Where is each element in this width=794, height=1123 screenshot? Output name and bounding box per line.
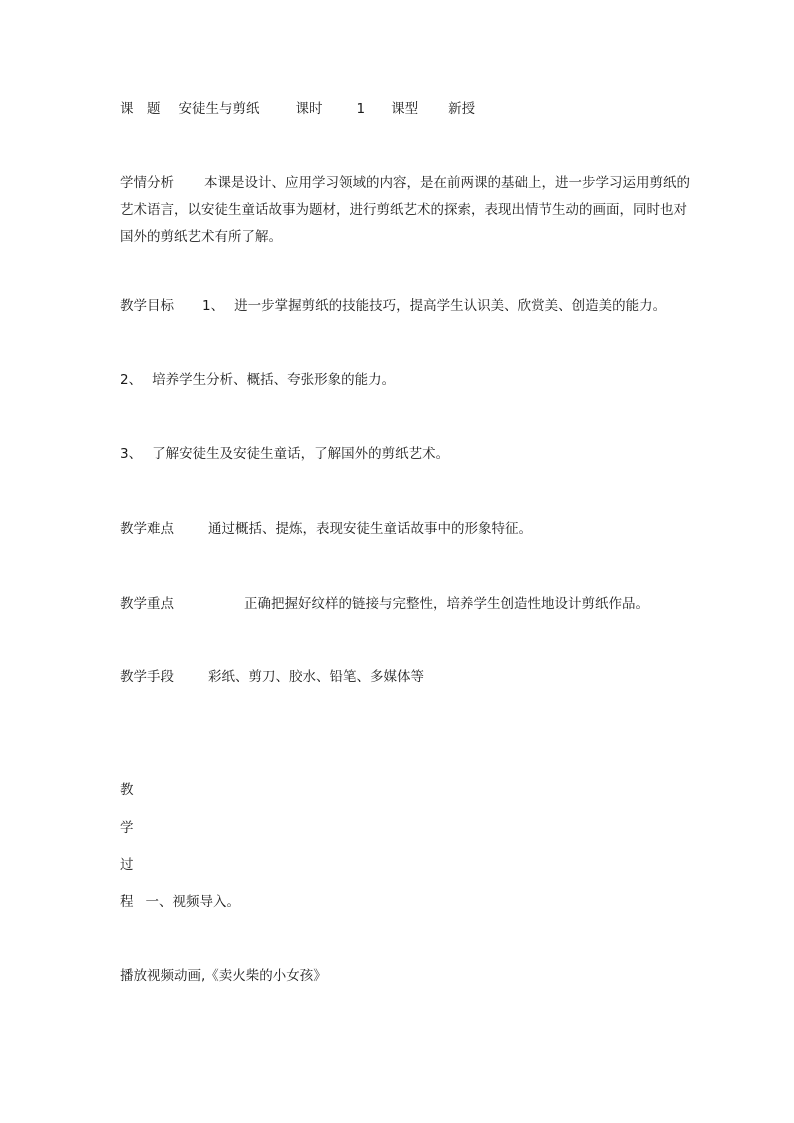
type-value: 新授	[448, 101, 476, 117]
process-char-3: 过	[120, 857, 134, 873]
key-points-label: 教学重点	[120, 596, 174, 612]
lesson-header	[120, 99, 475, 119]
process-char-2: 学	[120, 820, 134, 836]
difficulty-label: 教学难点	[120, 521, 174, 537]
topic-label: 课 题	[120, 101, 161, 117]
objective-3-num: 3、	[120, 446, 143, 462]
objective-1-text: 进一步掌握剪纸的技能技巧，提高学生认识美、欣赏美、创造美的能力。	[234, 298, 667, 314]
process-row-4	[120, 892, 240, 912]
hours-label: 课时	[295, 101, 323, 117]
analysis-text: 本课是设计、应用学习领域的内容，是在前两课的基础上，进一步学习运用剪纸的艺术语言，以安徒生童话故事为题材，进行剪纸艺术的探索，表现出情节生动的画面，同时也对国外的剪纸艺术有所了解。	[120, 175, 690, 245]
objectives-label: 教学目标	[120, 298, 174, 314]
means-text: 彩纸、剪刀、胶水、铅笔、多媒体等	[208, 669, 424, 685]
process-step-1-detail: 播放视频动画,《卖火柴的小女孩》	[120, 968, 327, 984]
analysis-label: 学情分析	[120, 175, 174, 191]
topic-value: 安徒生与剪纸	[178, 101, 260, 117]
difficulty-section	[120, 519, 532, 539]
objective-2	[120, 370, 395, 390]
analysis-section	[120, 170, 690, 251]
key-points-section	[120, 594, 649, 614]
objective-3-text: 了解安徒生及安徒生童话，了解国外的剪纸艺术。	[152, 446, 450, 462]
means-label: 教学手段	[120, 669, 174, 685]
objective-1-num: 1、	[202, 298, 225, 314]
objective-2-num: 2、	[120, 372, 143, 388]
process-char-1: 教	[120, 782, 134, 798]
hours-value: 1	[356, 101, 366, 117]
type-label: 课型	[391, 101, 419, 117]
means-section	[120, 667, 424, 687]
objectives-section	[120, 296, 666, 316]
process-char-4: 程	[120, 894, 134, 910]
objective-3	[120, 444, 449, 464]
objective-2-text: 培养学生分析、概括、夸张形象的能力。	[152, 372, 396, 388]
key-points-text: 正确把握好纹样的链接与完整性，培养学生创造性地设计剪纸作品。	[244, 596, 649, 612]
process-step-1: 一、视频导入。	[145, 894, 240, 910]
difficulty-text: 通过概括、提炼，表现安徒生童话故事中的形象特征。	[208, 521, 532, 537]
